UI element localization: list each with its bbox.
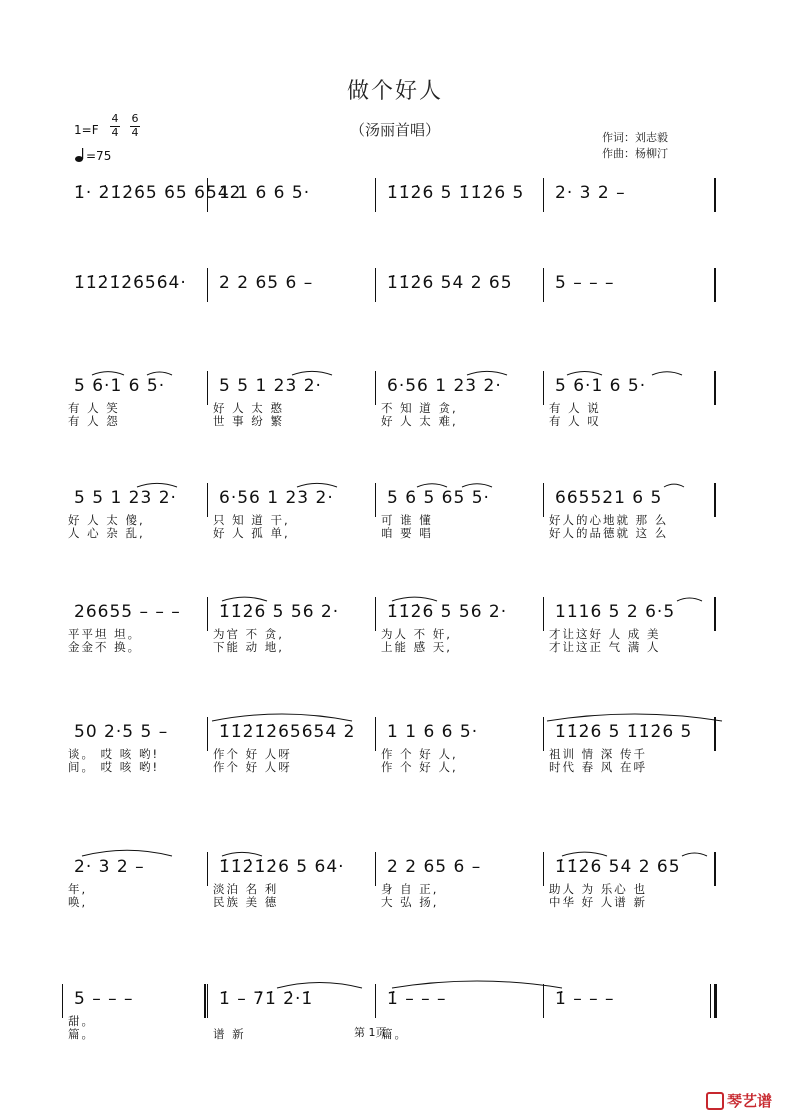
- slur-marks: [62, 371, 722, 411]
- slur: [392, 597, 437, 601]
- lyric-verse-2: 民族 美 德: [213, 895, 279, 909]
- slur-marks: [62, 178, 722, 218]
- slur: [682, 853, 707, 856]
- singer-credit: （汤丽首唱）: [349, 121, 440, 139]
- lyric-verse-2: 时代 春 风 在呼: [549, 760, 647, 774]
- slur-marks: [62, 984, 722, 1024]
- lyric-verse-2: 作 个 好 人,: [381, 760, 458, 774]
- composer-credit: 作曲：杨柳汀: [602, 147, 668, 160]
- song-title: 做个好人: [346, 79, 443, 104]
- lyric-verse-1: 为官 不 贪,: [213, 627, 284, 641]
- lyric-verse-1: 谈。 哎 咳 哟!: [68, 747, 160, 761]
- slur: [462, 484, 492, 487]
- slur: [677, 598, 702, 601]
- measure-notes: 2 2 65 6 –: [387, 857, 482, 877]
- lyric-verse-1: 可 谁 懂: [381, 513, 433, 527]
- slur-marks: [62, 852, 722, 892]
- measure-notes: 1̇ – – –: [387, 989, 447, 1009]
- lyric-verse-1: 好人的心地就 那 么: [549, 513, 669, 527]
- lyric-verse-1: 只 知 道 干,: [213, 513, 290, 527]
- measure-notes: 6·56 1 23 2·: [387, 376, 502, 396]
- watermark-logo: [706, 1090, 772, 1111]
- slur: [212, 714, 352, 721]
- lyric-verse-1: 有 人 说: [549, 401, 601, 415]
- lyric-verse-1: 平平坦 坦。: [68, 627, 142, 641]
- lyric-verse-2: 上能 感 天,: [381, 640, 452, 654]
- lyric-verse-2: 好 人 孤 单,: [213, 526, 290, 540]
- measure-notes: 1̇ – 7̇1̇ 2̇·1̇: [219, 989, 314, 1009]
- slur: [297, 483, 337, 487]
- measure-notes: 5 5 1 23 2·: [219, 376, 322, 396]
- measure-notes: 26655 – – –: [74, 602, 181, 622]
- lyric-verse-2: 中华 好 人谱 新: [549, 895, 647, 909]
- slur-marks: [62, 268, 722, 308]
- measure-notes: 5 6·1 6 5·: [555, 376, 647, 396]
- lyric-verse-2: 作个 好 人呀: [213, 760, 292, 774]
- measure-notes: 1̇1̇2̇6 5 56 2·: [387, 602, 508, 622]
- measure-notes: 1̇· 2̇1̇2̇6̇5 6̇5 6542: [74, 183, 242, 203]
- time-numerator: 6: [131, 112, 139, 125]
- page-number: 第 1页: [354, 1026, 387, 1039]
- slur: [392, 981, 562, 988]
- slur-marks: [62, 717, 722, 757]
- lyric-verse-1: 有 人 笑: [68, 401, 120, 415]
- measure-notes: 1116 5 2 6·5: [555, 602, 676, 622]
- measure-notes: 5 6·1 6 5·: [74, 376, 166, 396]
- measure-notes: 6·56 1 23 2·: [219, 488, 334, 508]
- lyric-verse-1: 身 自 正,: [381, 882, 439, 896]
- lyric-verse-2: 间。 哎 咳 哟!: [68, 760, 160, 774]
- measure-notes: 1̇1̇2̇6 5 56 2·: [219, 602, 340, 622]
- slur: [547, 714, 722, 721]
- quarter-note-icon: [74, 147, 86, 163]
- measure-notes: 1̇1̇2̇6 54 2 65: [555, 857, 681, 877]
- tempo-value: =75: [86, 149, 112, 163]
- measure-notes: 2· 3 2 –: [74, 857, 145, 877]
- watermark-text: 琴艺谱: [726, 1092, 772, 1110]
- measure-notes: 2 2 65 6 –: [219, 273, 314, 293]
- slur: [417, 484, 447, 487]
- time-numerator: 4: [111, 112, 119, 125]
- slur: [467, 371, 507, 375]
- measure-notes: 1 1 6 6 5·: [219, 183, 311, 203]
- lyric-verse-1: 作个 好 人呀: [213, 747, 292, 761]
- measure-notes: 5 – – –: [74, 989, 134, 1009]
- slur: [277, 982, 362, 988]
- lyric-verse-2: 好 人 太 难,: [381, 414, 458, 428]
- slur: [292, 371, 332, 375]
- lyric-verse-1: 不 知 道 贪,: [381, 401, 458, 415]
- lyric-verse-2: 世 事 纷 繁: [213, 414, 284, 428]
- slur: [664, 484, 684, 487]
- lyric-verse-1: 作 个 好 人,: [381, 747, 458, 761]
- lyric-verse-2: 有 人 叹: [549, 414, 601, 428]
- slur: [92, 372, 124, 375]
- lyric-verse-2: 篇。: [381, 1027, 408, 1041]
- measure-notes: 1 1 6 6 5·: [387, 722, 479, 742]
- measure-notes: 665521 6 5: [555, 488, 663, 508]
- lyric-verse-2: 大 弘 扬,: [381, 895, 439, 909]
- lyric-verse-1: 才让这好 人 成 美: [549, 627, 661, 641]
- lyric-verse-1: 年,: [68, 882, 88, 896]
- slur: [222, 852, 262, 856]
- slur: [567, 372, 602, 375]
- lyric-verse-1: 助人 为 乐心 也: [549, 882, 647, 896]
- slur: [222, 597, 267, 601]
- measure-notes: 1̇1̇2̇1̇2̇6̇5̇6̇4·: [74, 273, 187, 293]
- lyric-verse-2: 下能 动 地,: [213, 640, 284, 654]
- lyric-verse-2: 咱 要 唱: [381, 526, 433, 540]
- lyric-verse-1: 为人 不 奸,: [381, 627, 452, 641]
- slur-marks: [62, 597, 722, 637]
- lyric-verse-1: 祖训 情 深 传千: [549, 747, 647, 761]
- measure-notes: 5 6 5 65 5·: [387, 488, 490, 508]
- measure-notes: 5 5 1 23 2·: [74, 488, 177, 508]
- slur: [137, 483, 177, 487]
- measure-notes: 1̇1̇2̇6 5 1̇1̇2̇6 5: [387, 183, 525, 203]
- measure-notes: 1̇1̇2̇6 54 2 65: [387, 273, 513, 293]
- slur: [562, 852, 607, 856]
- time-denominator: 4: [131, 126, 139, 139]
- lyric-verse-2: 篇。: [68, 1027, 95, 1041]
- measure-notes: 50 2·5 5 –: [74, 722, 169, 742]
- measure-notes: 1̇1̇2̇1̇2̇6 5 64·: [219, 857, 345, 877]
- measure-notes: 2· 3 2 –: [555, 183, 626, 203]
- tempo-marking: [74, 147, 111, 163]
- slur: [147, 372, 172, 375]
- measure-notes: 1̇1̇2̇6 5 1̇1̇2̇6 5: [555, 722, 693, 742]
- time-denominator: 4: [111, 126, 119, 139]
- measure-notes: 1̇1̇2̇1̇2̇65654 2: [219, 722, 356, 742]
- measure-notes: 1̇ – – –: [555, 989, 615, 1009]
- lyric-verse-2: 唤,: [68, 895, 88, 909]
- slur-marks: [62, 483, 722, 523]
- logo-icon: [706, 1092, 724, 1110]
- lyric-verse-1: 淡泊 名 利: [213, 882, 279, 896]
- lyricist-credit: 作词：刘志毅: [602, 131, 668, 144]
- lyric-verse-2: 才让这正 气 满 人: [549, 640, 661, 654]
- lyric-verse-1: 好 人 太 傻,: [68, 513, 145, 527]
- lyric-verse-2: 谱 新: [213, 1027, 246, 1041]
- lyric-verse-2: 好人的品德就 这 么: [549, 526, 669, 540]
- lyric-verse-2: 金金不 换。: [68, 640, 142, 654]
- measure-notes: 5 – – –: [555, 273, 615, 293]
- slur: [652, 372, 682, 375]
- lyric-verse-2: 人 心 杂 乱,: [68, 526, 145, 540]
- lyric-verse-1: 好 人 太 憨: [213, 401, 284, 415]
- key-signature: 1=F: [74, 123, 99, 137]
- slur: [82, 850, 172, 856]
- lyric-verse-2: 有 人 怨: [68, 414, 120, 428]
- lyric-verse-1: 甜。: [68, 1014, 95, 1028]
